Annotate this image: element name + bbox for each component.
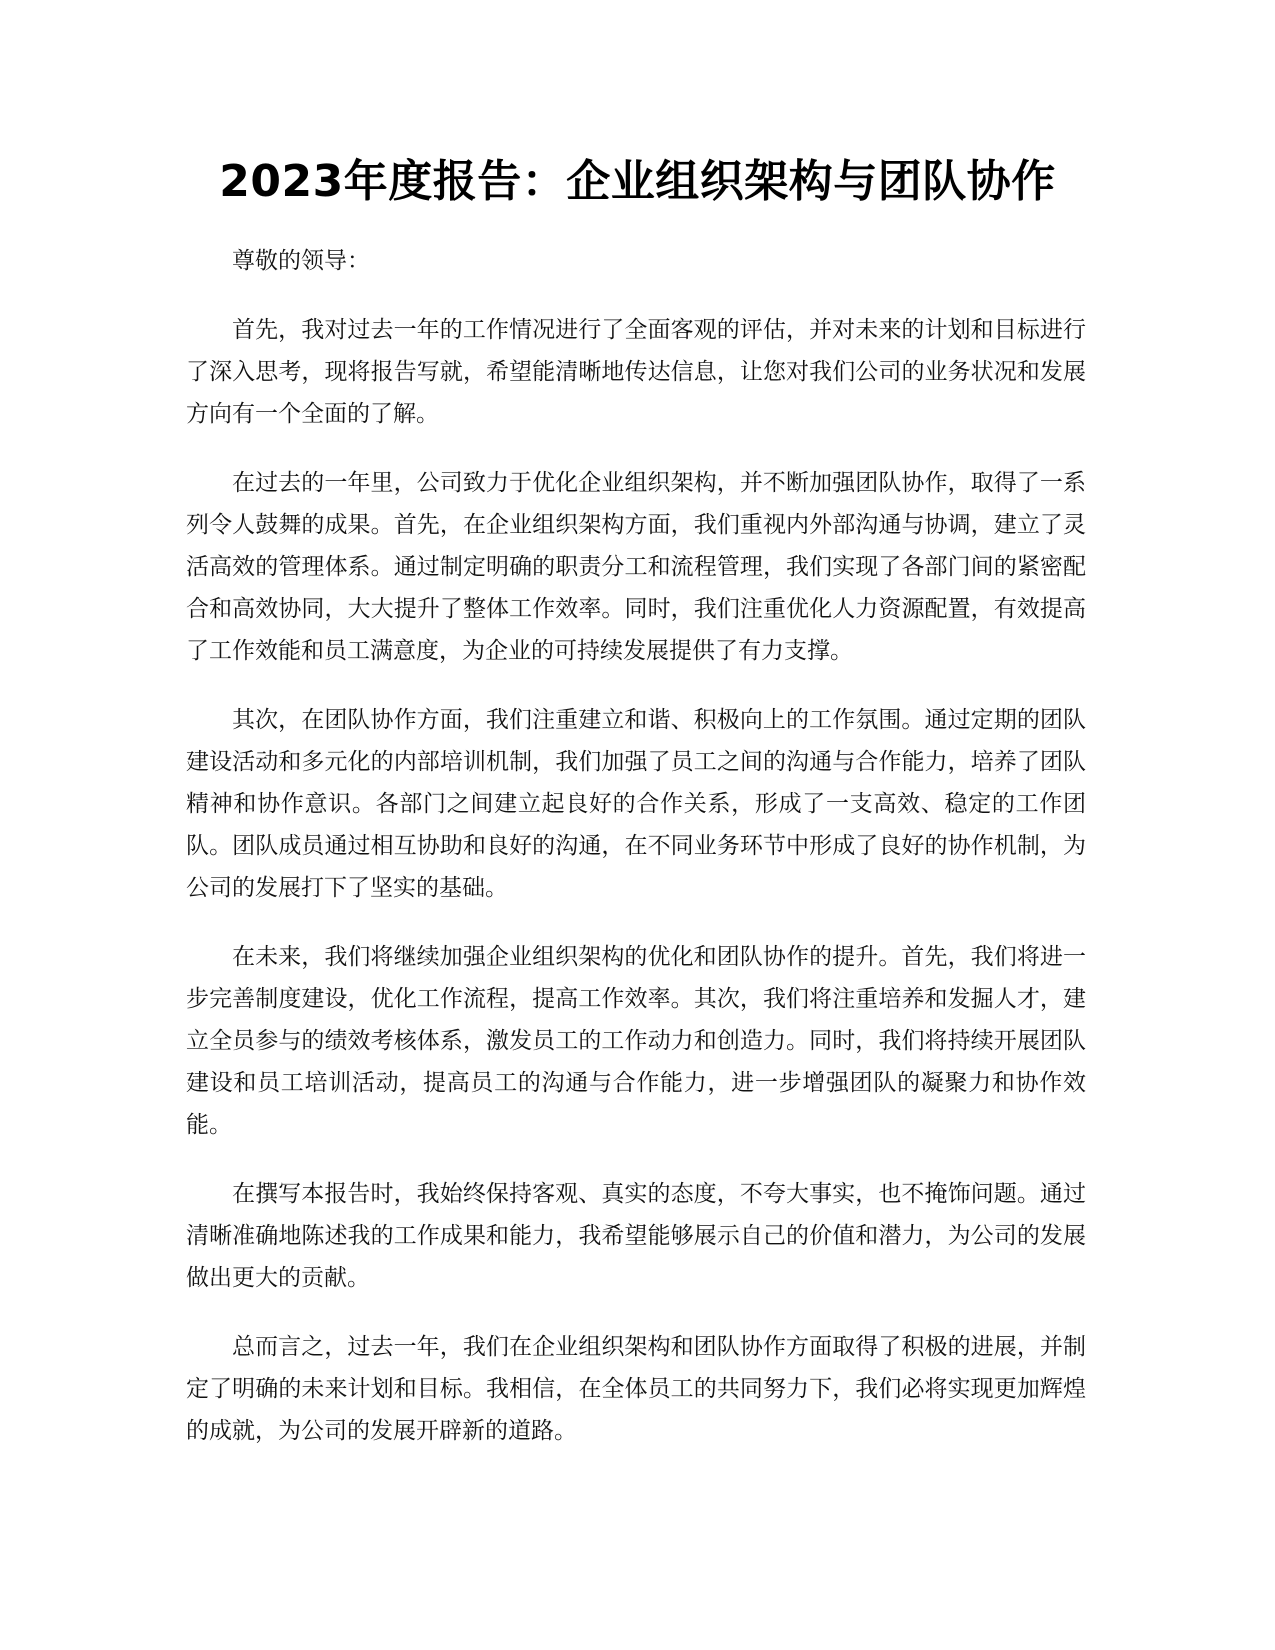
paragraph-teamwork: 其次，在团队协作方面，我们注重建立和谐、积极向上的工作氛围。通过定期的团队建设活动和多元化的内部培训机制，我们加强了员工之间的沟通与合作能力，培养了团队精神和协作意识。各部门之间建立起良好的合作关系，形成了一支高效、稳定的工作团队。团队成员通过相互协助和良好的沟通，在不同业务环节中形成了良好的协作机制，为公司的发展打下了坚实的基础。 [186,707,1086,901]
document-body [186,240,1086,1479]
salutation: 尊敬的领导： [232,248,370,274]
paragraph-attitude: 在撰写本报告时，我始终保持客观、真实的态度，不夸大事实，也不掩饰问题。通过清晰准确地陈述我的工作成果和能力，我希望能够展示自己的价值和潜力，为公司的发展做出更大的贡献。 [186,1181,1086,1291]
paragraph-intro: 首先，我对过去一年的工作情况进行了全面客观的评估，并对未来的计划和目标进行了深入思考，现将报告写就，希望能清晰地传达信息，让您对我们公司的业务状况和发展方向有一个全面的了解。 [186,317,1086,427]
paragraph-future: 在未来，我们将继续加强企业组织架构的优化和团队协作的提升。首先，我们将进一步完善制度建设，优化工作流程，提高工作效率。其次，我们将注重培养和发掘人才，建立全员参与的绩效考核体系，激发员工的工作动力和创造力。同时，我们将持续开展团队建设和员工培训活动，提高员工的沟通与合作能力，进一步增强团队的凝聚力和协作效能。 [186,944,1086,1138]
paragraph-conclusion: 总而言之，过去一年，我们在企业组织架构和团队协作方面取得了积极的进展，并制定了明确的未来计划和目标。我相信，在全体员工的共同努力下，我们必将实现更加辉煌的成就，为公司的发展开辟新的道路。 [186,1334,1086,1444]
paragraph-organization: 在过去的一年里，公司致力于优化企业组织架构，并不断加强团队协作，取得了一系列令人鼓舞的成果。首先，在企业组织架构方面，我们重视内外部沟通与协调，建立了灵活高效的管理体系。通过制定明确的职责分工和流程管理，我们实现了各部门间的紧密配合和高效协同，大大提升了整体工作效率。同时，我们注重优化人力资源配置，有效提高了工作效能和员工满意度，为企业的可持续发展提供了有力支撑。 [186,470,1086,664]
document-title: 2023年度报告：企业组织架构与团队协作 [219,156,1056,207]
